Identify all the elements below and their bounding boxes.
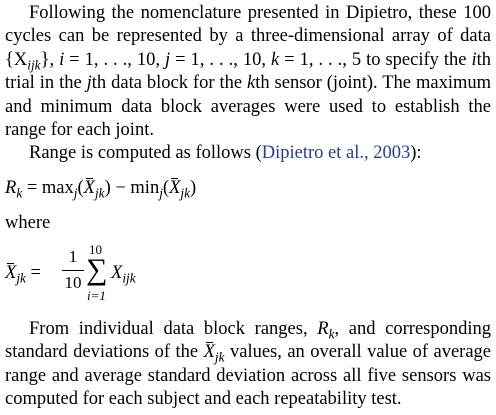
paragraph-nomenclature (5, 2, 491, 142)
text-line: Range is computed as follows (Dipietro et al., 2003): (29, 143, 422, 163)
text-line-set-definition: $\{X_{ijk}\}$, i = 1, . . ., 10, j = 1, . . ., 10, k = 1, . . ., 5 to specify the ith (5, 49, 492, 73)
paragraph-conclusion (5, 318, 491, 412)
sum-lower-limit: i=1 (87, 288, 106, 303)
text-line: and minimum data block averages were used to establish the (5, 96, 491, 117)
summation-sign: ∑ (86, 253, 108, 286)
denominator: 10 (64, 273, 82, 292)
fraction-bar (62, 270, 84, 271)
text-line: From individual data block ranges, $R_k$, and corresponding (29, 319, 491, 342)
text-line: computed for each subject and each repeatability test. (5, 389, 402, 410)
equation-range: $R_k = \max_j(X_{jk}) - \min_j(X_{jk})$ (5, 178, 197, 201)
summand: $X_{ijk}$ (111, 263, 136, 286)
text-line: range for each joint. (5, 120, 154, 141)
text-line: Following the nomenclature presented in Dipietro, these 100 (29, 3, 491, 23)
citation-link[interactable]: Dipietro et al., 2003 (261, 143, 411, 163)
fraction (62, 247, 84, 293)
numerator: 1 (68, 247, 78, 266)
sum-upper-limit: 10 (89, 242, 102, 257)
text-line: trial in the jth data block for the kth sensor (joint). The maximum (5, 73, 491, 94)
text-line: range and average standard deviation across all five sensors was (5, 365, 491, 386)
where-label: where (5, 213, 51, 233)
text-line: cycles can be represented by a three-dimensional array of data (5, 26, 491, 47)
text-line: standard deviations of the $X_{jk}$ values, an overall value of average (5, 342, 491, 366)
paragraph-range (5, 142, 491, 165)
equation-lhs: $X_{jk}$ = (5, 263, 41, 286)
